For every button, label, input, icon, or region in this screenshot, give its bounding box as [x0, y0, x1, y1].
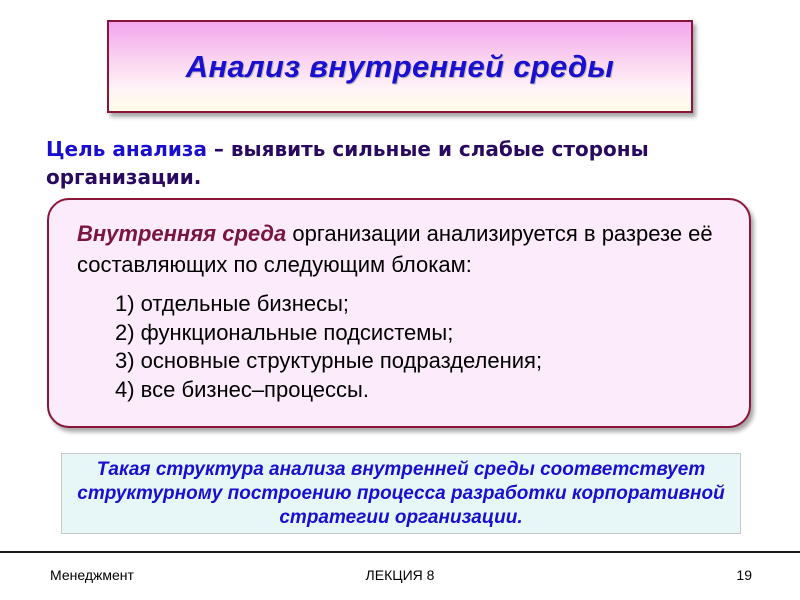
note-text: Такая структура анализа внутренней среды соответствует структурному построению процесса разработки корпоративной стратегии организации.	[77, 458, 725, 528]
footer-lecture: ЛЕКЦИЯ 8	[365, 567, 435, 583]
slide-title: Анализ внутренней среды	[185, 48, 615, 84]
footer-course: Менеджмент	[50, 567, 134, 583]
internal-environment-box	[47, 198, 751, 428]
block-item: 2) функциональные подсистемы;	[115, 319, 454, 345]
note-box	[61, 453, 741, 534]
intro-paragraph	[77, 218, 727, 280]
intro-text: организации анализируется в разрезе её составляющих по следующим блокам:	[77, 221, 713, 277]
page-number: 19	[736, 567, 752, 583]
intro-key: Внутренняя среда	[77, 221, 287, 246]
goal-text: – выявить сильные и слабые стороны организации.	[46, 137, 649, 189]
slide-title-box	[107, 20, 693, 113]
goal-key: Цель анализа	[46, 137, 207, 161]
blocks-list	[115, 290, 542, 404]
goal-statement	[46, 135, 766, 191]
footer-divider	[0, 551, 800, 553]
block-item: 4) все бизнес–процессы.	[115, 376, 369, 402]
block-item: 1) отдельные бизнесы;	[115, 291, 350, 316]
block-item: 3) основные структурные подразделения;	[115, 348, 543, 373]
